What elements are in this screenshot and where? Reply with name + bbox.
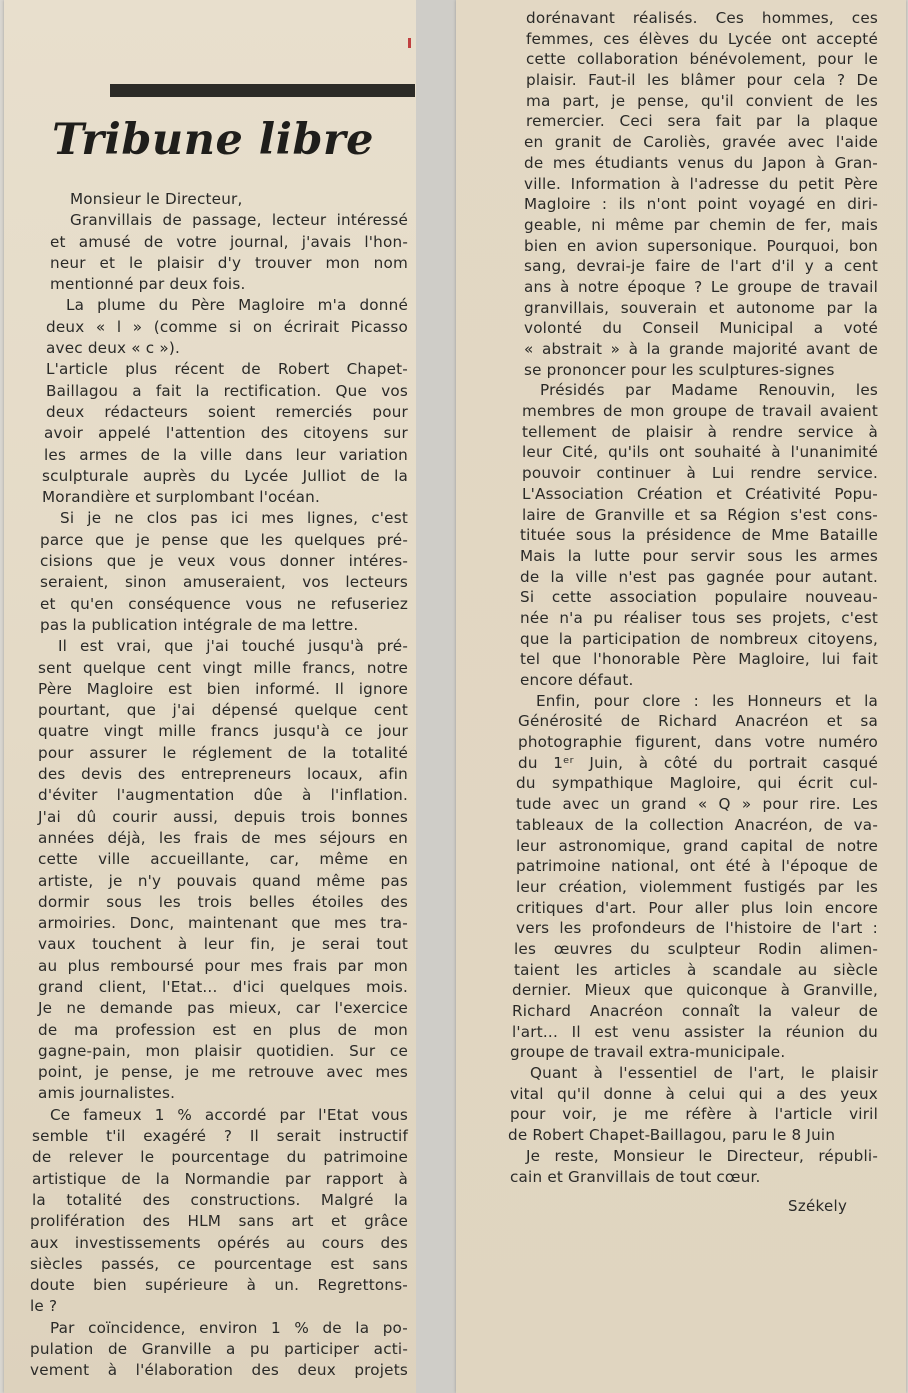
text-line: prolifération des HLM sans art et grâce [30,1212,408,1231]
text-line: avec deux « c »). [46,339,180,358]
text-line: dernier. Mieux que quiconque à Granville, [512,981,878,1000]
right-column [510,8,878,1187]
text-line: bien en avion supersonique. Pourquoi, bon [524,236,878,255]
text-line: tellement de plaisir à rendre service à [522,422,878,441]
text-line: Magloire : ils n'ont point voyagé en diri- [524,195,878,214]
text-line: se prononcer pour les sculptures-signes [524,360,835,379]
text-line: cette collaboration bénévolement, pour le [526,50,878,69]
text-line: groupe de travail extra-municipale. [510,1043,786,1062]
text-line: doute bien supérieure à un. Regrettons- [30,1276,408,1295]
text-line: Monsieur le Directeur, [70,190,243,208]
text-line: Père Magloire est bien informé. Il ignore [38,679,408,698]
red-mark [408,38,411,48]
text-line: sang, devrai-je faire de l'art d'il y a cent [524,257,878,276]
text-line: Par coïncidence, environ 1 % de la po- [50,1318,408,1337]
text-line: du sympathique Magloire, qui écrit cul- [516,774,878,793]
text-line: J'ai dû courir aussi, depuis trois bonnes [38,807,408,826]
text-line: geable, ni même par chemin de fer, mais [524,215,878,234]
text-line: ans à notre époque ? Le groupe de travail [524,277,878,296]
text-line: dorénavant réalisés. Ces hommes, ces [526,9,878,27]
text-line: en granit de Caroliès, gravée avec l'aide [524,133,878,152]
text-line: cain et Granvillais de tout cœur. [510,1167,761,1186]
text-line: Enfin, pour clore : les Honneurs et la [536,691,878,710]
text-line: de mes étudiants venus du Japon à Gran- [524,153,878,172]
text-line: de la ville n'est pas gagnée pour autant. [520,567,878,586]
text-line: vital qu'il donne à celui qui a des yeux [510,1084,878,1103]
text-line: amis journalistes. [38,1084,176,1103]
text-line: laire de Granville et sa Région s'est cons- [522,505,878,524]
text-line: la totalité des constructions. Malgré la [32,1190,408,1209]
text-line: Granvillais de passage, lecteur intéressé [70,211,408,230]
text-line: Je ne demande pas mieux, car l'exercice [38,999,408,1018]
text-line: deux « l » (comme si on écrirait Picasso [46,317,408,336]
text-line: cette ville accueillante, car, même en [38,850,408,869]
text-line: et qu'en conséquence vous ne refuseriez [40,594,408,613]
text-line: « abstrait » à la grande majorité avant de [524,340,878,358]
text-line: cisions que je veux vous donner intéres- [40,552,408,571]
text-line: sculpturale auprès du Lycée Julliot de la [42,466,408,485]
text-line: vaux touchent à leur fin, je serai tout [38,935,408,954]
text-line: leur Cité, qu'ils ont souhaité à l'unanimité [522,443,878,462]
text-line: L'Association Création et Créativité Popu- [522,484,878,503]
text-line: de Robert Chapet-Baillagou, paru le 8 Juin [508,1126,836,1145]
text-line: quatre vingt mille francs jusqu'à ce jour [38,722,408,741]
text-line: tituée sous la présidence de Mme Bataille [520,526,878,545]
text-line: patrimoine national, ont été à l'époque de [516,857,878,876]
text-line: La plume du Père Magloire m'a donné [66,296,408,315]
text-line: pour assurer le réglement de la totalité [38,743,408,762]
text-line: de ma profession est en plus de mon [38,1020,408,1039]
text-line: Générosité de Richard Anacréon et sa [518,712,878,731]
text-line: ma part, je pense, qu'il convient de les [526,91,878,110]
text-line: et amusé de votre journal, j'avais l'hon- [50,232,408,251]
text-line: gagne-pain, mon plaisir quotidien. Sur ce [38,1041,408,1060]
text-line: vement à l'élaboration des deux projets [30,1361,408,1380]
text-line: armoiries. Donc, maintenant que mes tra- [38,914,408,933]
text-line: plaisir. Faut-il les blâmer pour cela ? De [526,71,878,90]
text-line: Morandière et surplombant l'océan. [42,488,321,507]
text-line: L'article plus récent de Robert Chapet- [46,360,408,379]
text-line: artistique de la Normandie par rapport à [32,1169,408,1188]
background-gap [416,0,456,1393]
left-column [30,189,408,1382]
text-line: parce que je pense que les quelques pré- [40,530,408,549]
text-line: tableaux de la collection Anacréon, de va- [516,815,878,834]
text-line: pourtant, que j'ai dépensé quelque cent [38,701,408,720]
text-line: avoir appelé l'attention des citoyens sur [44,424,408,443]
text-line: taient les articles à scandale au siècle [514,960,878,979]
text-line: des devis des entrepreneurs locaux, afin [38,765,408,784]
text-line: tude avec un grand « Q » pour rire. Les [516,795,878,814]
signature: Székely [788,1197,848,1215]
text-line: Présidés par Madame Renouvin, les [540,381,878,400]
article-title: Tribune libre [52,115,375,165]
text-line: sent quelque cent vingt mille francs, notre [38,658,408,677]
text-line: grand client, l'Etat... d'ici quelques mois. [38,977,408,996]
text-line: que la participation de nombreux citoyens, [520,629,878,648]
text-line: les armes de la ville dans leur variation [44,445,408,464]
text-line: Richard Anacréon connaît la valeur de [512,1002,878,1020]
text-line: dormir sous les trois belles étoiles des [38,892,408,911]
text-line: point, je pense, je me retrouve avec mes [38,1063,408,1082]
text-line: leur création, violemment fustigés par les [516,877,878,896]
text-line: Mais la lutte pour servir sous les armes [520,546,878,565]
header-rule [110,84,415,97]
text-line: mentionné par deux fois. [50,275,246,294]
text-line: seraient, sinon amuseraient, vos lecteurs [40,573,408,592]
text-line: Si cette association populaire nouveau- [520,588,878,607]
text-line: vers les profondeurs de l'histoire de l'art : [516,919,878,938]
text-line: membres de mon groupe de travail avaient [522,402,878,421]
text-line: volonté du Conseil Municipal a voté [524,319,878,338]
text-line: l'art... Il est venu assister la réunion du [512,1022,878,1041]
text-line: d'éviter l'augmentation dûe à l'inflation. [38,786,408,805]
text-line: pulation de Granville a pu participer acti- [30,1340,408,1359]
text-line: Baillagou a fait la rectification. Que vos [46,381,408,400]
text-line: photographie figurent, dans votre numéro [518,733,878,752]
text-line: de relever le pourcentage du patrimoine [32,1148,408,1167]
text-line: Si je ne clos pas ici mes lignes, c'est [60,509,408,528]
text-line: siècles passés, ce pourcentage est sans [30,1254,408,1273]
text-line: remercier. Ceci sera fait par la plaque [526,112,878,131]
text-line: pouvoir continuer à Lui rendre service. [522,464,878,483]
text-line: artiste, je n'y pouvais quand même pas [38,871,408,890]
text-line: ville. Information à l'adresse du petit Père [524,174,878,193]
text-line: semble t'il exagéré ? Il serait instructif [32,1127,408,1146]
text-line: granvillais, souverain et autonome par la [524,298,878,317]
text-line: aux investissements opérés au cours des [30,1233,408,1252]
text-line: le ? [30,1297,58,1316]
text-line: neur et le plaisir d'y trouver mon nom [50,253,408,272]
text-line: née n'a pu réaliser tous ses projets, c'est [520,608,878,627]
text-line: années déjà, les frais de mes séjours en [38,828,408,847]
text-line: critiques d'art. Pour aller plus loin encore [516,898,878,917]
text-line: pour voir, je me réfère à l'article viril [510,1105,878,1124]
text-line: Il est vrai, que j'ai touché jusqu'à pré- [58,637,408,656]
text-line: deux rédacteurs soient remerciés pour [46,402,408,421]
text-line: Je reste, Monsieur le Directeur, républi- [526,1146,878,1165]
text-line: Quant à l'essentiel de l'art, le plaisir [530,1064,878,1083]
text-line: leur astronomique, grand capital de notre [516,836,878,855]
text-line: encore défaut. [520,671,634,689]
text-line: au plus remboursé pour mes frais par mon [38,956,408,975]
text-line: femmes, ces élèves du Lycée ont accepté [526,29,878,48]
text-line: tel que l'honorable Père Magloire, lui fait [520,650,878,669]
text-line: pas la publication intégrale de ma lettre. [40,615,359,634]
text-line: du 1ᵉʳ Juin, à côté du portrait casqué [518,753,878,772]
text-line: les œuvres du sculpteur Rodin alimen- [514,939,878,958]
text-line: Ce fameux 1 % accordé par l'Etat vous [50,1105,408,1124]
